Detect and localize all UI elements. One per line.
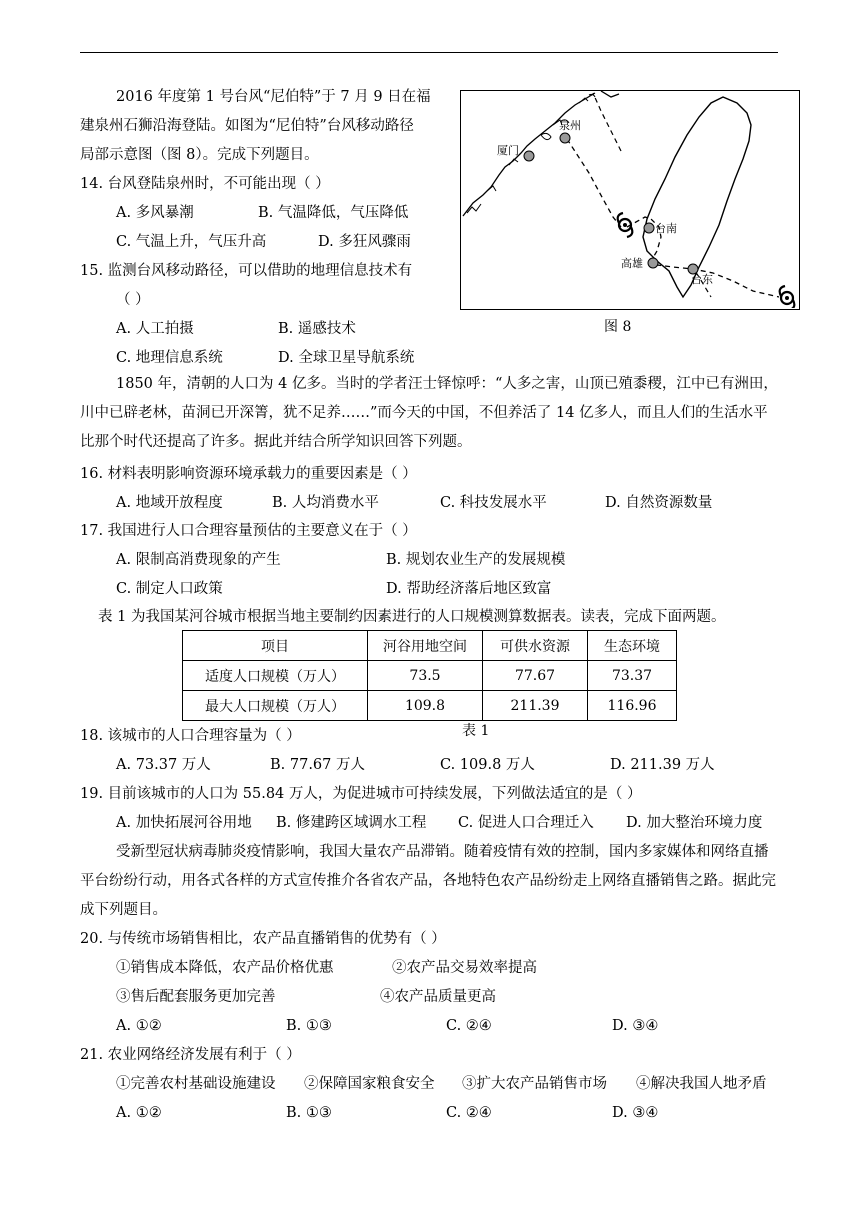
- q20-item-3: ③售后配套服务更加完善: [116, 989, 276, 1005]
- q20-item-1: ①销售成本降低，农产品价格优惠: [116, 960, 334, 976]
- q14-option-a: A. 多风暴潮: [116, 205, 194, 221]
- figure-caption: 图 8: [604, 319, 632, 335]
- q18-option-b: B. 77.67 万人: [270, 757, 365, 773]
- q19-option-b: B. 修建跨区域调水工程: [276, 815, 427, 831]
- label-gaoxiong: 高雄: [621, 257, 643, 270]
- label-quanzhou: 泉州: [559, 119, 581, 132]
- q21-option-c: C. ②④: [446, 1105, 492, 1121]
- q21-item-1: ①完善农村基础设施建设: [116, 1076, 276, 1092]
- q19-option-c: C. 促进人口合理迁入: [458, 815, 594, 831]
- q20-stem: 20. 与传统市场销售相比，农产品直播销售的优势有（ ）: [80, 931, 446, 947]
- quanzhou-marker: [560, 133, 570, 143]
- q16-option-d: D. 自然资源数量: [605, 495, 713, 511]
- q15-option-c: C. 地理信息系统: [116, 350, 223, 366]
- q14-option-d: D. 多狂风骤雨: [318, 234, 411, 250]
- q20-option-d: D. ③④: [612, 1018, 659, 1034]
- q17-option-b: B. 规划农业生产的发展规模: [386, 552, 566, 568]
- q16-option-b: B. 人均消费水平: [272, 495, 379, 511]
- table-cell: 最大人口规模（万人）: [183, 691, 368, 721]
- table-cell: 77.67: [483, 661, 588, 691]
- table-cell: 73.37: [588, 661, 677, 691]
- intro2-paragraph: 1850 年，清朝的人口为 4 亿多。当时的学者汪士铎惊呼：“人多之害，山顶已殖黍稷，江中已有洲田，川中已辟老林，苗洞已开深箐，犹不足养……”而今天的中国，不但养活了 14 亿多人，而且人们的生活水平比那个时代还提高了许多。据此并结合所学知识回答下列题。: [80, 376, 778, 450]
- intro3: 表 1 为我国某河谷城市根据当地主要制约因素进行的人口规模测算数据表。读表，完成下面两题。: [98, 609, 726, 625]
- table-caption: 表 1: [462, 723, 490, 739]
- q15-option-b: B. 遥感技术: [278, 321, 356, 337]
- q21-option-b: B. ①③: [286, 1105, 332, 1121]
- q17-option-a: A. 限制高消费现象的产生: [116, 552, 281, 568]
- typhoon-icon: [618, 213, 633, 237]
- population-table: [182, 630, 677, 721]
- table-cell: 109.8: [368, 691, 483, 721]
- q20-item-4: ④农产品质量更高: [380, 989, 496, 1005]
- table-cell: 73.5: [368, 661, 483, 691]
- q16-option-c: C. 科技发展水平: [440, 495, 547, 511]
- table-row: [183, 661, 677, 691]
- q19-option-a: A. 加快拓展河谷用地: [116, 815, 252, 831]
- q21-item-4: ④解决我国人地矛盾: [636, 1076, 767, 1092]
- table-cell: 适度人口规模（万人）: [183, 661, 368, 691]
- q18-option-c: C. 109.8 万人: [440, 757, 535, 773]
- q21-item-3: ③扩大农产品销售市场: [462, 1076, 607, 1092]
- xiamen-marker: [524, 151, 534, 161]
- q18-option-a: A. 73.37 万人: [116, 757, 211, 773]
- header-rule: [80, 52, 778, 53]
- q20-option-b: B. ①③: [286, 1018, 332, 1034]
- q15-option-d: D. 全球卫星导航系统: [278, 350, 415, 366]
- table-header: 可供水资源: [483, 631, 588, 661]
- table-header-row: [183, 631, 677, 661]
- q21-item-2: ②保障国家粮食安全: [304, 1076, 435, 1092]
- table-row: [183, 691, 677, 721]
- q17-option-c: C. 制定人口政策: [116, 581, 223, 597]
- intro1-line2: 建泉州石狮沿海登陆。如图为“尼伯特”台风移动路径: [80, 118, 414, 134]
- map-graphic: [461, 91, 798, 308]
- q20-option-c: C. ②④: [446, 1018, 492, 1034]
- label-tainan: 台南: [655, 222, 677, 235]
- q21-option-a: A. ①②: [116, 1105, 162, 1121]
- q15-option-a: A. 人工拍摄: [116, 321, 194, 337]
- q15-paren: （ ）: [116, 292, 150, 308]
- typhoon-icon: [780, 286, 795, 308]
- q19-option-d: D. 加大整治环境力度: [626, 815, 763, 831]
- q20-item-2: ②农产品交易效率提高: [392, 960, 537, 976]
- gaoxiong-marker: [648, 258, 658, 268]
- intro1-line1: 2016 年度第 1 号台风“尼伯特”于 7 月 9 日在福: [116, 89, 431, 105]
- q17-option-d: D. 帮助经济落后地区致富: [386, 581, 552, 597]
- q20-option-a: A. ①②: [116, 1018, 162, 1034]
- q14-option-b: B. 气温降低，气压降低: [258, 205, 409, 221]
- table-cell: 211.39: [483, 691, 588, 721]
- q16-option-a: A. 地域开放程度: [116, 495, 223, 511]
- table-header: 生态环境: [588, 631, 677, 661]
- q19-stem: 19. 目前该城市的人口为 55.84 万人，为促进城市可持续发展，下列做法适宜的是（ ）: [80, 786, 642, 802]
- q15-stem: 15. 监测台风移动路径，可以借助的地理信息技术有: [80, 263, 413, 279]
- q17-stem: 17. 我国进行人口合理容量预估的主要意义在于（ ）: [80, 523, 417, 539]
- q16-stem: 16. 材料表明影响资源环境承载力的重要因素是（ ）: [80, 466, 417, 482]
- tainan-marker: [644, 223, 654, 233]
- q14-stem: 14. 台风登陆泉州时，不可能出现（ ）: [80, 176, 330, 192]
- q21-option-d: D. ③④: [612, 1105, 659, 1121]
- q14-option-c: C. 气温上升，气压升高: [116, 234, 267, 250]
- label-xiamen: 厦门: [497, 144, 519, 157]
- q21-stem: 21. 农业网络经济发展有利于（ ）: [80, 1047, 301, 1063]
- q18-option-d: D. 211.39 万人: [610, 757, 715, 773]
- table-cell: 116.96: [588, 691, 677, 721]
- q18-stem: 18. 该城市的人口合理容量为（ ）: [80, 728, 301, 744]
- table-header: 项目: [183, 631, 368, 661]
- label-taidong: 台东: [691, 273, 713, 286]
- table-header: 河谷用地空间: [368, 631, 483, 661]
- typhoon-path-map: [460, 90, 800, 310]
- intro4-paragraph: 受新型冠状病毒肺炎疫情影响，我国大量农产品滞销。随着疫情有效的控制，国内多家媒体和网络直播平台纷纷行动，用各式各样的方式宣传推介各省农产品，各地特色农产品纷纷走上网络直播销售之路。据此完成下列题目。: [80, 844, 776, 918]
- intro1-line3: 局部示意图（图 8）。完成下列题目。: [80, 147, 319, 163]
